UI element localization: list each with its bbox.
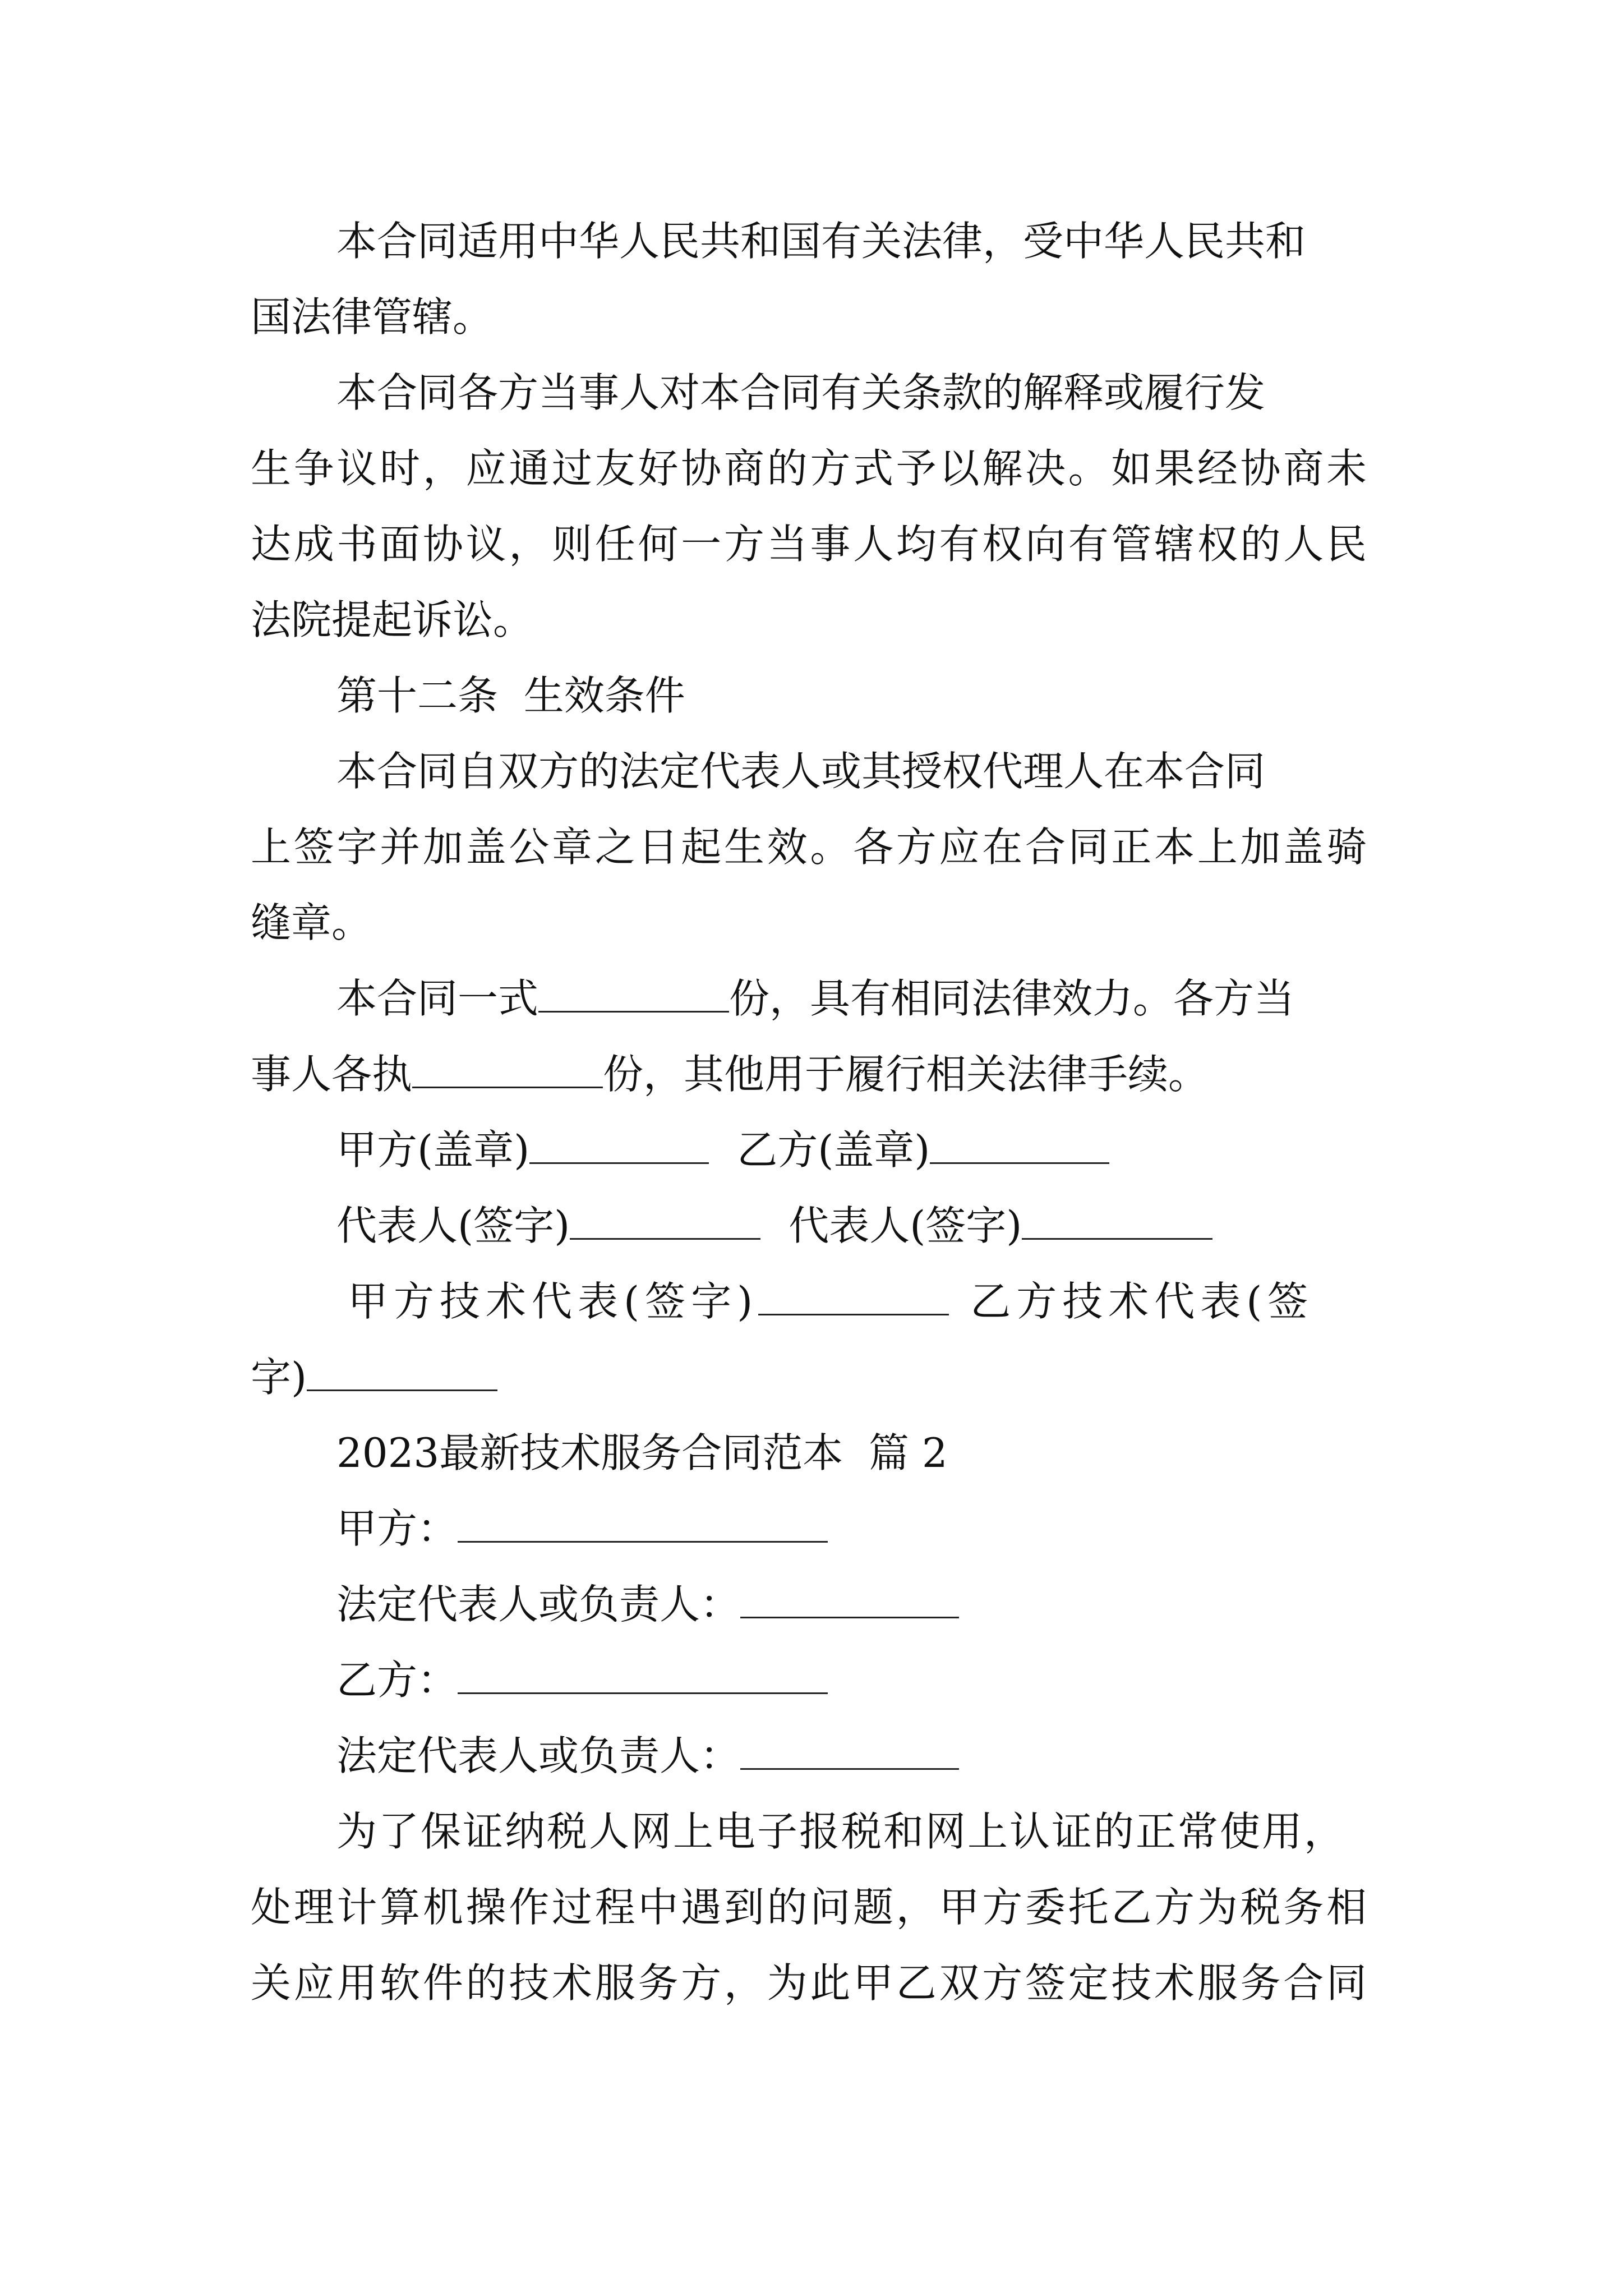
- party-b-line: [336, 1652, 828, 1708]
- party-a-rep-blank[interactable]: [570, 1203, 760, 1240]
- party-a-blank[interactable]: [458, 1506, 828, 1543]
- copies-line-2: [251, 1046, 1209, 1102]
- party-a-rep-label: 代表人(签字): [336, 1202, 570, 1249]
- party-b-tech-rep-blank[interactable]: [307, 1354, 497, 1391]
- paragraph-line: 缝章。: [251, 899, 372, 946]
- party-b-seal-label: 乙方(盖章): [737, 1126, 930, 1174]
- paragraph-line: 本合同自双方的法定代表人或其授权代理人在本合同: [336, 748, 1266, 795]
- party-a-legal-rep-label: 法定代表人或负责人：: [336, 1581, 741, 1628]
- paragraph-line: 本合同适用中华人民共和国有关法律，受中华人民共和: [336, 218, 1306, 265]
- party-b-legal-rep-line: [336, 1728, 959, 1784]
- paragraph-line: 上签字并加盖公章之日起生效。各方应在合同正本上加盖骑: [251, 823, 1367, 871]
- party-b-tech-rep-label-end: 字): [251, 1354, 307, 1401]
- copies-line: [336, 970, 1294, 1027]
- paragraph-line: 达成书面协议，则任何一方当事人均有权向有管辖权的人民: [251, 521, 1367, 568]
- party-b-legal-rep-label: 法定代表人或负责人：: [336, 1732, 741, 1779]
- party-a-seal-label: 甲方(盖章): [336, 1126, 530, 1174]
- party-a-tech-rep-blank[interactable]: [758, 1278, 949, 1315]
- party-b-seal-blank[interactable]: [930, 1127, 1109, 1164]
- tech-rep-line-2: [251, 1349, 497, 1405]
- paragraph-line: 本合同各方当事人对本合同有关条款的解释或履行发: [336, 369, 1266, 416]
- party-a-legal-rep-blank[interactable]: [740, 1581, 959, 1618]
- party-a-line: [336, 1501, 828, 1557]
- paragraph-line: 关应用软件的技术服务方，为此甲乙双方签定技术服务合同: [251, 1959, 1367, 2007]
- paragraph-line: 国法律管辖。: [251, 293, 494, 341]
- party-a-seal-blank[interactable]: [529, 1127, 709, 1164]
- party-b-rep-blank[interactable]: [1022, 1203, 1212, 1240]
- representative-line: [336, 1198, 1212, 1254]
- party-a-legal-rep-line: [336, 1576, 959, 1632]
- tech-rep-line: [348, 1273, 1313, 1329]
- copies-each-blank[interactable]: [412, 1051, 603, 1088]
- party-b-tech-rep-label: 乙方技术代表(签: [970, 1278, 1314, 1325]
- party-b-label: 乙方：: [336, 1657, 458, 1704]
- party-b-legal-rep-blank[interactable]: [740, 1733, 959, 1770]
- copies-each-text-end: 份，其他用于履行相关法律手续。: [603, 1051, 1209, 1098]
- party-a-tech-rep-label: 甲方技术代表(签字): [348, 1278, 759, 1325]
- copies-count-blank[interactable]: [538, 976, 729, 1013]
- party-b-blank[interactable]: [458, 1657, 828, 1694]
- paragraph-line: 法院提起诉讼。: [251, 596, 534, 643]
- copies-text-start: 本合同一式: [336, 975, 539, 1022]
- paragraph-line: 生争议时，应通过友好协商的方式予以解决。如果经协商未: [251, 445, 1367, 492]
- party-b-rep-label: 代表人(签字): [789, 1202, 1022, 1249]
- paragraph-line: 为了保证纳税人网上电子报税和网上认证的正常使用，: [336, 1808, 1347, 1855]
- seal-line: [336, 1122, 1109, 1178]
- copies-text-end: 份，具有相同法律效力。各方当: [729, 975, 1295, 1022]
- copies-each-text-start: 事人各执: [251, 1051, 413, 1098]
- paragraph-line: 处理计算机操作过程中遇到的问题，甲方委托乙方为税务相: [251, 1884, 1367, 1931]
- party-a-label: 甲方：: [336, 1505, 458, 1552]
- article-heading: 第十二条 生效条件: [336, 672, 685, 719]
- section-title: 2023最新技术服务合同范本 篇 2: [336, 1429, 948, 1476]
